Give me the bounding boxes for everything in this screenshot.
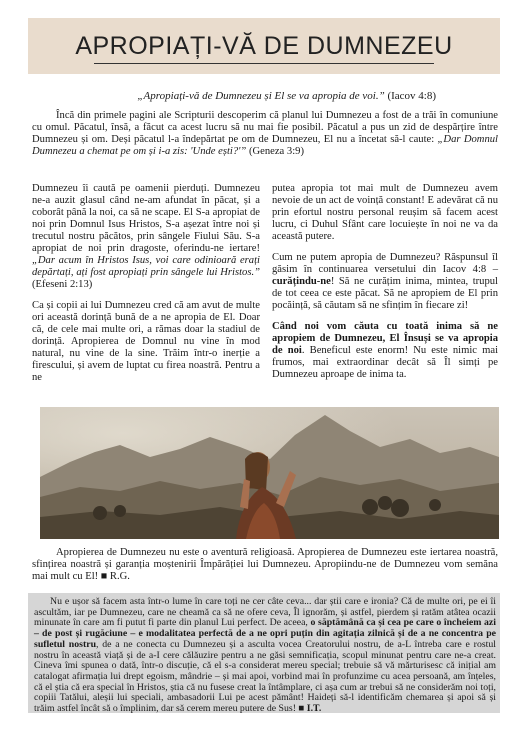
motto-reference: (Iacov 4:8)	[384, 90, 436, 102]
box-text-2: , de a ne conecta cu Dumnezeu și a asculta vocea Creatorului nostru, de a-L întreba care e rostul nostru în această viață și de a-I cere călăuzire pentru a ne găsi semnificația, scopul minunat pentru care ne-a creat. Cineva îmi spunea o dată, într-o discuție, că el s-a considerat mereu special; trebuie să vă mărturisesc că inițial am catalogat afirmația lui drept egoism, mândrie – și mai apoi, vorbind mai în profunzime cu acea persoană, am înțeles, că el știa că era special în Hristos, știa că nu fusese creat la întâmplare, ci așa cum ar trebui să ne considerăm noi toți, copiii Tatălui, aleșii lui speciali, ambasadorii Lui pe acest pământ! Haideți să-l identificăm chemarea și apoi să și trăim astfel încât să o împlinim, dar să cerem mereu putere de Sus! ■	[34, 638, 496, 715]
right-paragraph-1: putea apropia tot mai mult de Dumnezeu avem nevoie de un act de voință constant! E adevărat că nu prin efortul nostru personal reușim să facem acest lucru, ci Duhul Sfânt care locuiește în noi ne va da această putere.	[272, 183, 498, 242]
left-p1-text: Dumnezeu îi caută pe oamenii pierduți. Dumnezeu ne-a auzit glasul când ne-am afundat în păcat, și a coborât până la noi, ca să ne scape. El S-a apropiat de noi prin Domnul Isus Hristos, S-a așezat între noi și trecutul nostru păcătos, prin sângele Fiului Său. S-a apropiat de noi prin dragoste, oferindu-ne iertare!	[32, 183, 260, 254]
intro-reference: (Geneza 3:9)	[246, 146, 304, 157]
left-paragraph-2: Ca și copii ai lui Dumnezeu cred că am avut de multe ori această dorință bună de a ne apropia de El. Doar că, de cele mai multe ori, a rămas doar la stadiul de dorință. Apropierea de Domnul nu vine în mod natural, nu vine de la sine. Trăim într-o inerție a firescului, și avem de luptat cu firea noastră. Pentru a ne	[32, 300, 260, 383]
left-p1-reference: (Efeseni 2:13)	[32, 279, 93, 290]
motto-verse	[28, 90, 436, 103]
mountain-woman-photo	[40, 407, 499, 539]
intro-paragraph	[32, 110, 498, 158]
left-paragraph-1	[32, 183, 260, 291]
right-paragraph-3	[272, 321, 498, 381]
page-title: APROPIAȚI-VĂ DE DUMNEZEU	[75, 32, 453, 60]
right-p3-text: . Beneficul este enorm! Nu este nimic mai frumos, mai extraordinar decât să Îl simți pe Dumnezeu aproape de inima ta.	[272, 345, 499, 380]
sidebar-box-text	[34, 597, 496, 715]
right-p2-rest: ! Să ne curățim inima, mintea, trupul de tot ceea ce este păcat. Să ne apropiem de El prin pocăință, să căutam să ne sfințim în fiecare zi!	[272, 276, 498, 311]
box-bold: o săptămână ca și cea pe care o încheiem azi – de post și rugăciune – e modalitatea perfectă de a ne opri puțin din agitația zilnică și de a ne concentra pe sufletul nostru	[34, 617, 496, 650]
right-p3-bold: Când noi vom căuta cu toată inima să ne apropiem de Dumnezeu, El Însuși se va apropia de noi	[272, 321, 498, 356]
right-paragraph-2	[272, 252, 498, 312]
right-p2-bold: curățindu-ne	[272, 276, 331, 287]
left-p1-quote: „Dar acum în Hristos Isus, voi care odinioară erați depărtați, ați fost apropiați prin sângele lui Hristos.”	[32, 255, 260, 278]
photo-illustration	[40, 407, 499, 539]
closing-text: Apropierea de Dumnezeu nu este o aventură religioasă. Apropierea de Dumnezeu este iertarea noastră, sfințirea noastră și garanția moștenirii Împărăției lui Dumnezeu. Apropiindu-ne de Dumnezeu vom semăna mai mult cu El! ■ R.G.	[32, 547, 498, 582]
right-column	[272, 183, 498, 390]
motto-quote: „Apropiați-vă de Dumnezeu și El se va apropia de voi.”	[137, 90, 385, 102]
closing-paragraph	[32, 547, 498, 583]
box-signature: I.T.	[306, 703, 322, 715]
intro-text: Încă din primele pagini ale Scripturii descoperim că planul lui Dumnezeu a fost de a trăi în comuniune cu omul. Păcatul, însă, a făcut ca acest lucru să nu mai fie posibil. Păcatul a pus un zid de despărțire între Dumnezeu și om. Deși păcatul l-a îndepărtat pe om de Dumnezeu, El nu a încetat să-l caute:	[32, 110, 498, 145]
left-column	[32, 183, 260, 393]
box-text-1: Nu e ușor să facem asta într-o lume în care toți ne cer câte ceva... dar știi care e ironia? Că de multe ori, pe ei îi ascultăm, iar pe Dumnezeu, care ne cheamă ca să ne ofere ceva, Îl ignorăm, și astfel, pierdem și ratăm atâtea ocazii minunate în care am fi putut fi parte din planul Lui perfect. De aceea,	[34, 596, 496, 629]
right-p2-text: Cum ne putem apropia de Dumnezeu? Răspunsul îl găsim în continuarea versetului din Iacov 4:8 –	[272, 252, 498, 275]
intro-quote: „Dar Domnul Dumnezeu a chemat pe om și i-a zis: 'Unde ești?'”	[32, 134, 498, 157]
title-underline	[94, 63, 434, 64]
